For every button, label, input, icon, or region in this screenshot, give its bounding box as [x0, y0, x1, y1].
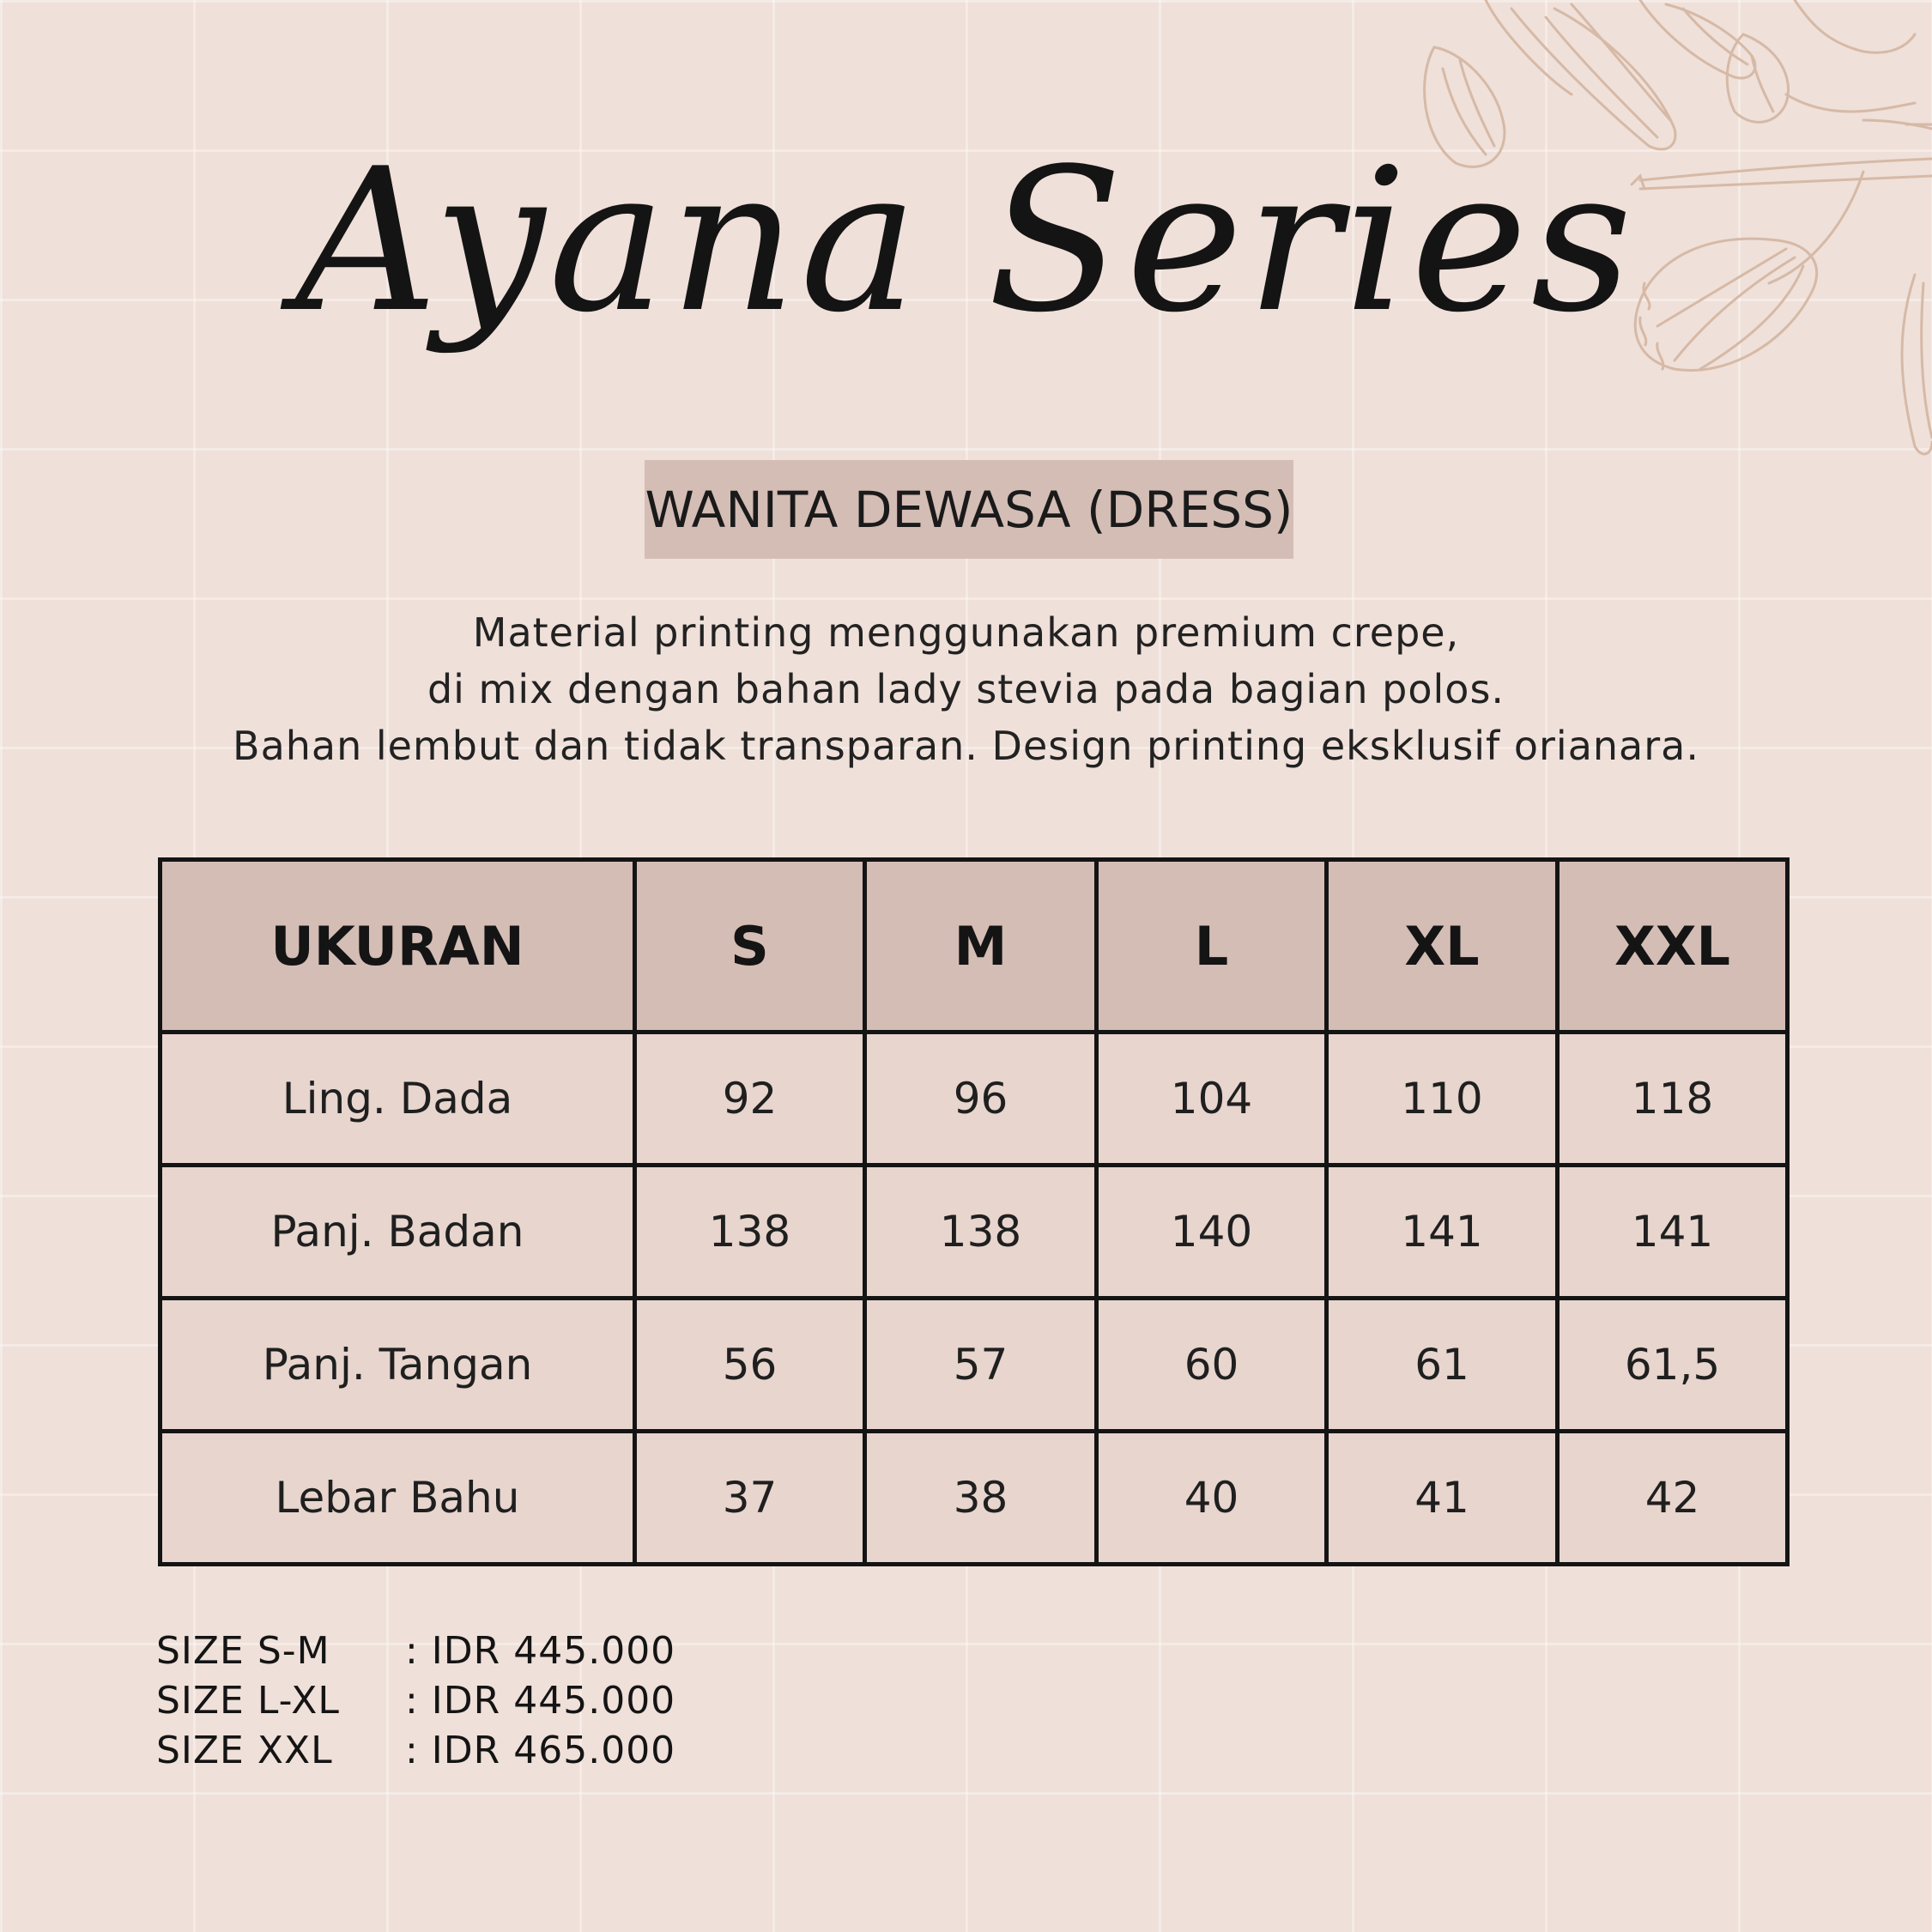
table-cell: 60 [1097, 1299, 1327, 1432]
price-value: : IDR 445.000 [405, 1629, 676, 1673]
table-row [160, 1166, 1788, 1299]
price-row [156, 1626, 675, 1676]
price-value: : IDR 465.000 [405, 1729, 676, 1772]
header-size-xl: XL [1327, 860, 1558, 1033]
product-description [0, 604, 1932, 774]
price-size-label: SIZE L-XL [156, 1679, 340, 1723]
row-label: Ling. Dada [160, 1033, 635, 1166]
row-label: Panj. Badan [160, 1166, 635, 1299]
category-label: WANITA DEWASA (DRESS) [645, 480, 1293, 539]
price-size-label: SIZE S-M [156, 1629, 330, 1673]
table-cell: 110 [1327, 1033, 1558, 1166]
table-cell: 104 [1097, 1033, 1327, 1166]
row-label: Panj. Tangan [160, 1299, 635, 1432]
header-size-xxl: XXL [1558, 860, 1788, 1033]
table-cell: 61 [1327, 1299, 1558, 1432]
table-cell: 140 [1097, 1166, 1327, 1299]
category-badge [645, 460, 1293, 559]
table-cell: 37 [635, 1432, 865, 1565]
table-cell: 141 [1558, 1166, 1788, 1299]
table-cell: 40 [1097, 1432, 1327, 1565]
row-label: Lebar Bahu [160, 1432, 635, 1565]
price-row [156, 1676, 675, 1726]
header-ukuran: UKURAN [160, 860, 635, 1033]
table-cell: 38 [865, 1432, 1097, 1565]
table-header-row [160, 860, 1788, 1033]
table-cell: 92 [635, 1033, 865, 1166]
table-row [160, 1033, 1788, 1166]
page-title [0, 103, 1932, 429]
price-size-label: SIZE XXL [156, 1729, 333, 1772]
table-cell: 56 [635, 1299, 865, 1432]
description-line: di mix dengan bahan lady stevia pada bagian polos. [427, 666, 1505, 712]
table-cell: 96 [865, 1033, 1097, 1166]
table-row [160, 1299, 1788, 1432]
description-line: Bahan lembut dan tidak transparan. Design printing eksklusif orianara. [233, 723, 1699, 769]
table-cell: 41 [1327, 1432, 1558, 1565]
table-cell: 118 [1558, 1033, 1788, 1166]
table-cell: 61,5 [1558, 1299, 1788, 1432]
header-size-s: S [635, 860, 865, 1033]
price-value: : IDR 445.000 [405, 1679, 676, 1723]
table-cell: 141 [1327, 1166, 1558, 1299]
table-cell: 138 [865, 1166, 1097, 1299]
header-size-m: M [865, 860, 1097, 1033]
table-cell: 138 [635, 1166, 865, 1299]
title-text: Ayana Series [295, 127, 1636, 356]
size-chart-table [158, 857, 1790, 1566]
price-list [156, 1626, 675, 1776]
header-size-l: L [1097, 860, 1327, 1033]
description-line: Material printing menggunakan premium crepe, [472, 609, 1460, 656]
table-cell: 42 [1558, 1432, 1788, 1565]
table-row [160, 1432, 1788, 1565]
table-cell: 57 [865, 1299, 1097, 1432]
price-row [156, 1726, 675, 1776]
